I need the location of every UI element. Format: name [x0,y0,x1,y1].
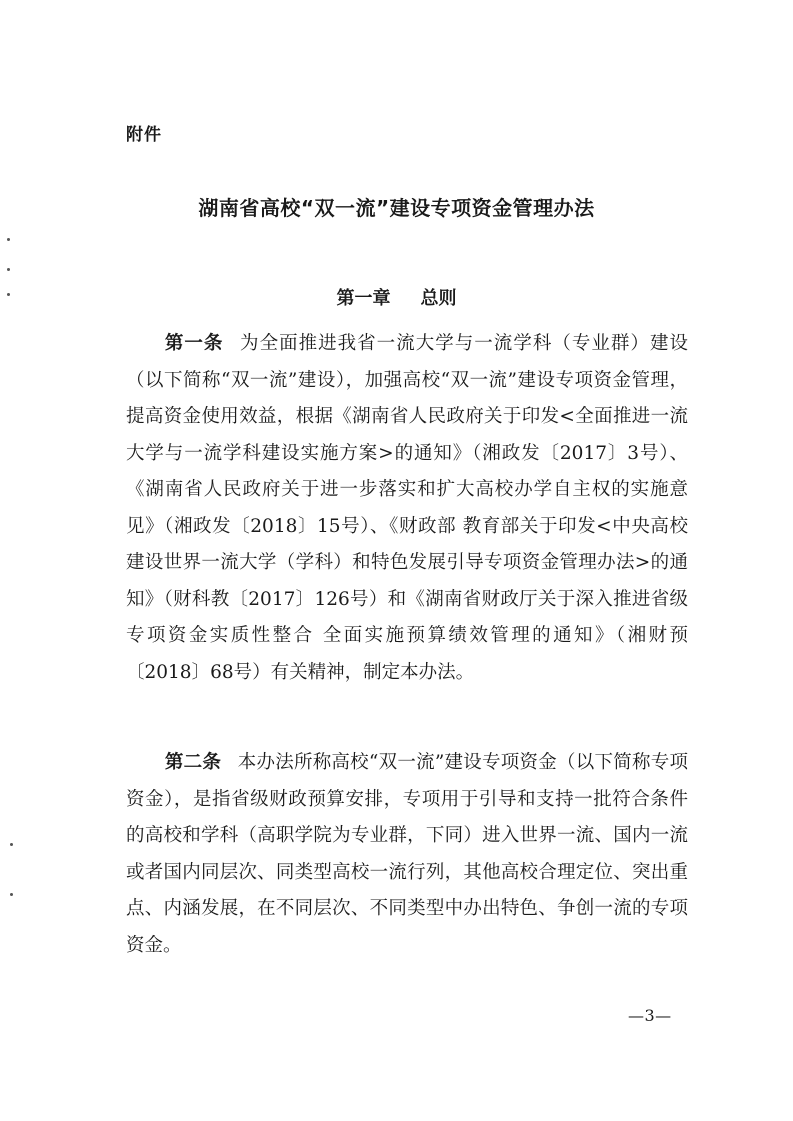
document-title: 湖南省高校“双一流”建设专项资金管理办法 [198,196,595,220]
article-text: 为全面推进我省一流大学与一流学科（专业群）建设（以下简称“双一流”建设），加强高校“双一流”建设专项资金管理，提高资金使用效益，根据《湖南省人民政府关于印发<全面推进一流大学与一流学科建设实施方案>的通知》（湘政发〔2017〕3号）、《湖南省人民政府关于进一步落实和扩大高校办学自主权的实施意见》（湘政发〔2018〕15号）、《财政部 教育部关于印发<中央高校建设世界一流大学（学科）和特色发展引导专项资金管理办法>的通知》（财科教〔2017〕126号）和《湖南省财政厅关于深入推进省级专项资金实质性整合 全面实施预算绩效管理的通知》（湘财预〔2018〕68号）有关精神，制定本办法。 [126,333,688,683]
scan-speck [7,238,10,241]
chapter-name: 总则 [420,288,457,309]
attachment-label: 附件 [126,125,162,145]
article-label: 第一条 [164,333,224,354]
article-2 [126,745,688,964]
scan-speck [10,843,13,846]
article-1 [126,326,688,691]
chapter-heading [0,284,793,310]
article-text: 本办法所称高校“双一流”建设专项资金（以下简称专项资金），是指省级财政预算安排，专项用于引导和支持一批符合条件的高校和学科（高职学院为专业群，下同）进入世界一流、国内一流或者国内同层次、同类型高校一流行列，其他高校合理定位、突出重点、内涵发展，在不同层次、不同类型中办出特色、争创一流的专项资金。 [126,752,688,956]
article-label: 第二条 [164,752,222,773]
scan-speck [7,268,10,271]
page-number: —3— [628,1006,672,1025]
chapter-number: 第一章 [336,288,391,309]
scan-speck [10,893,13,896]
